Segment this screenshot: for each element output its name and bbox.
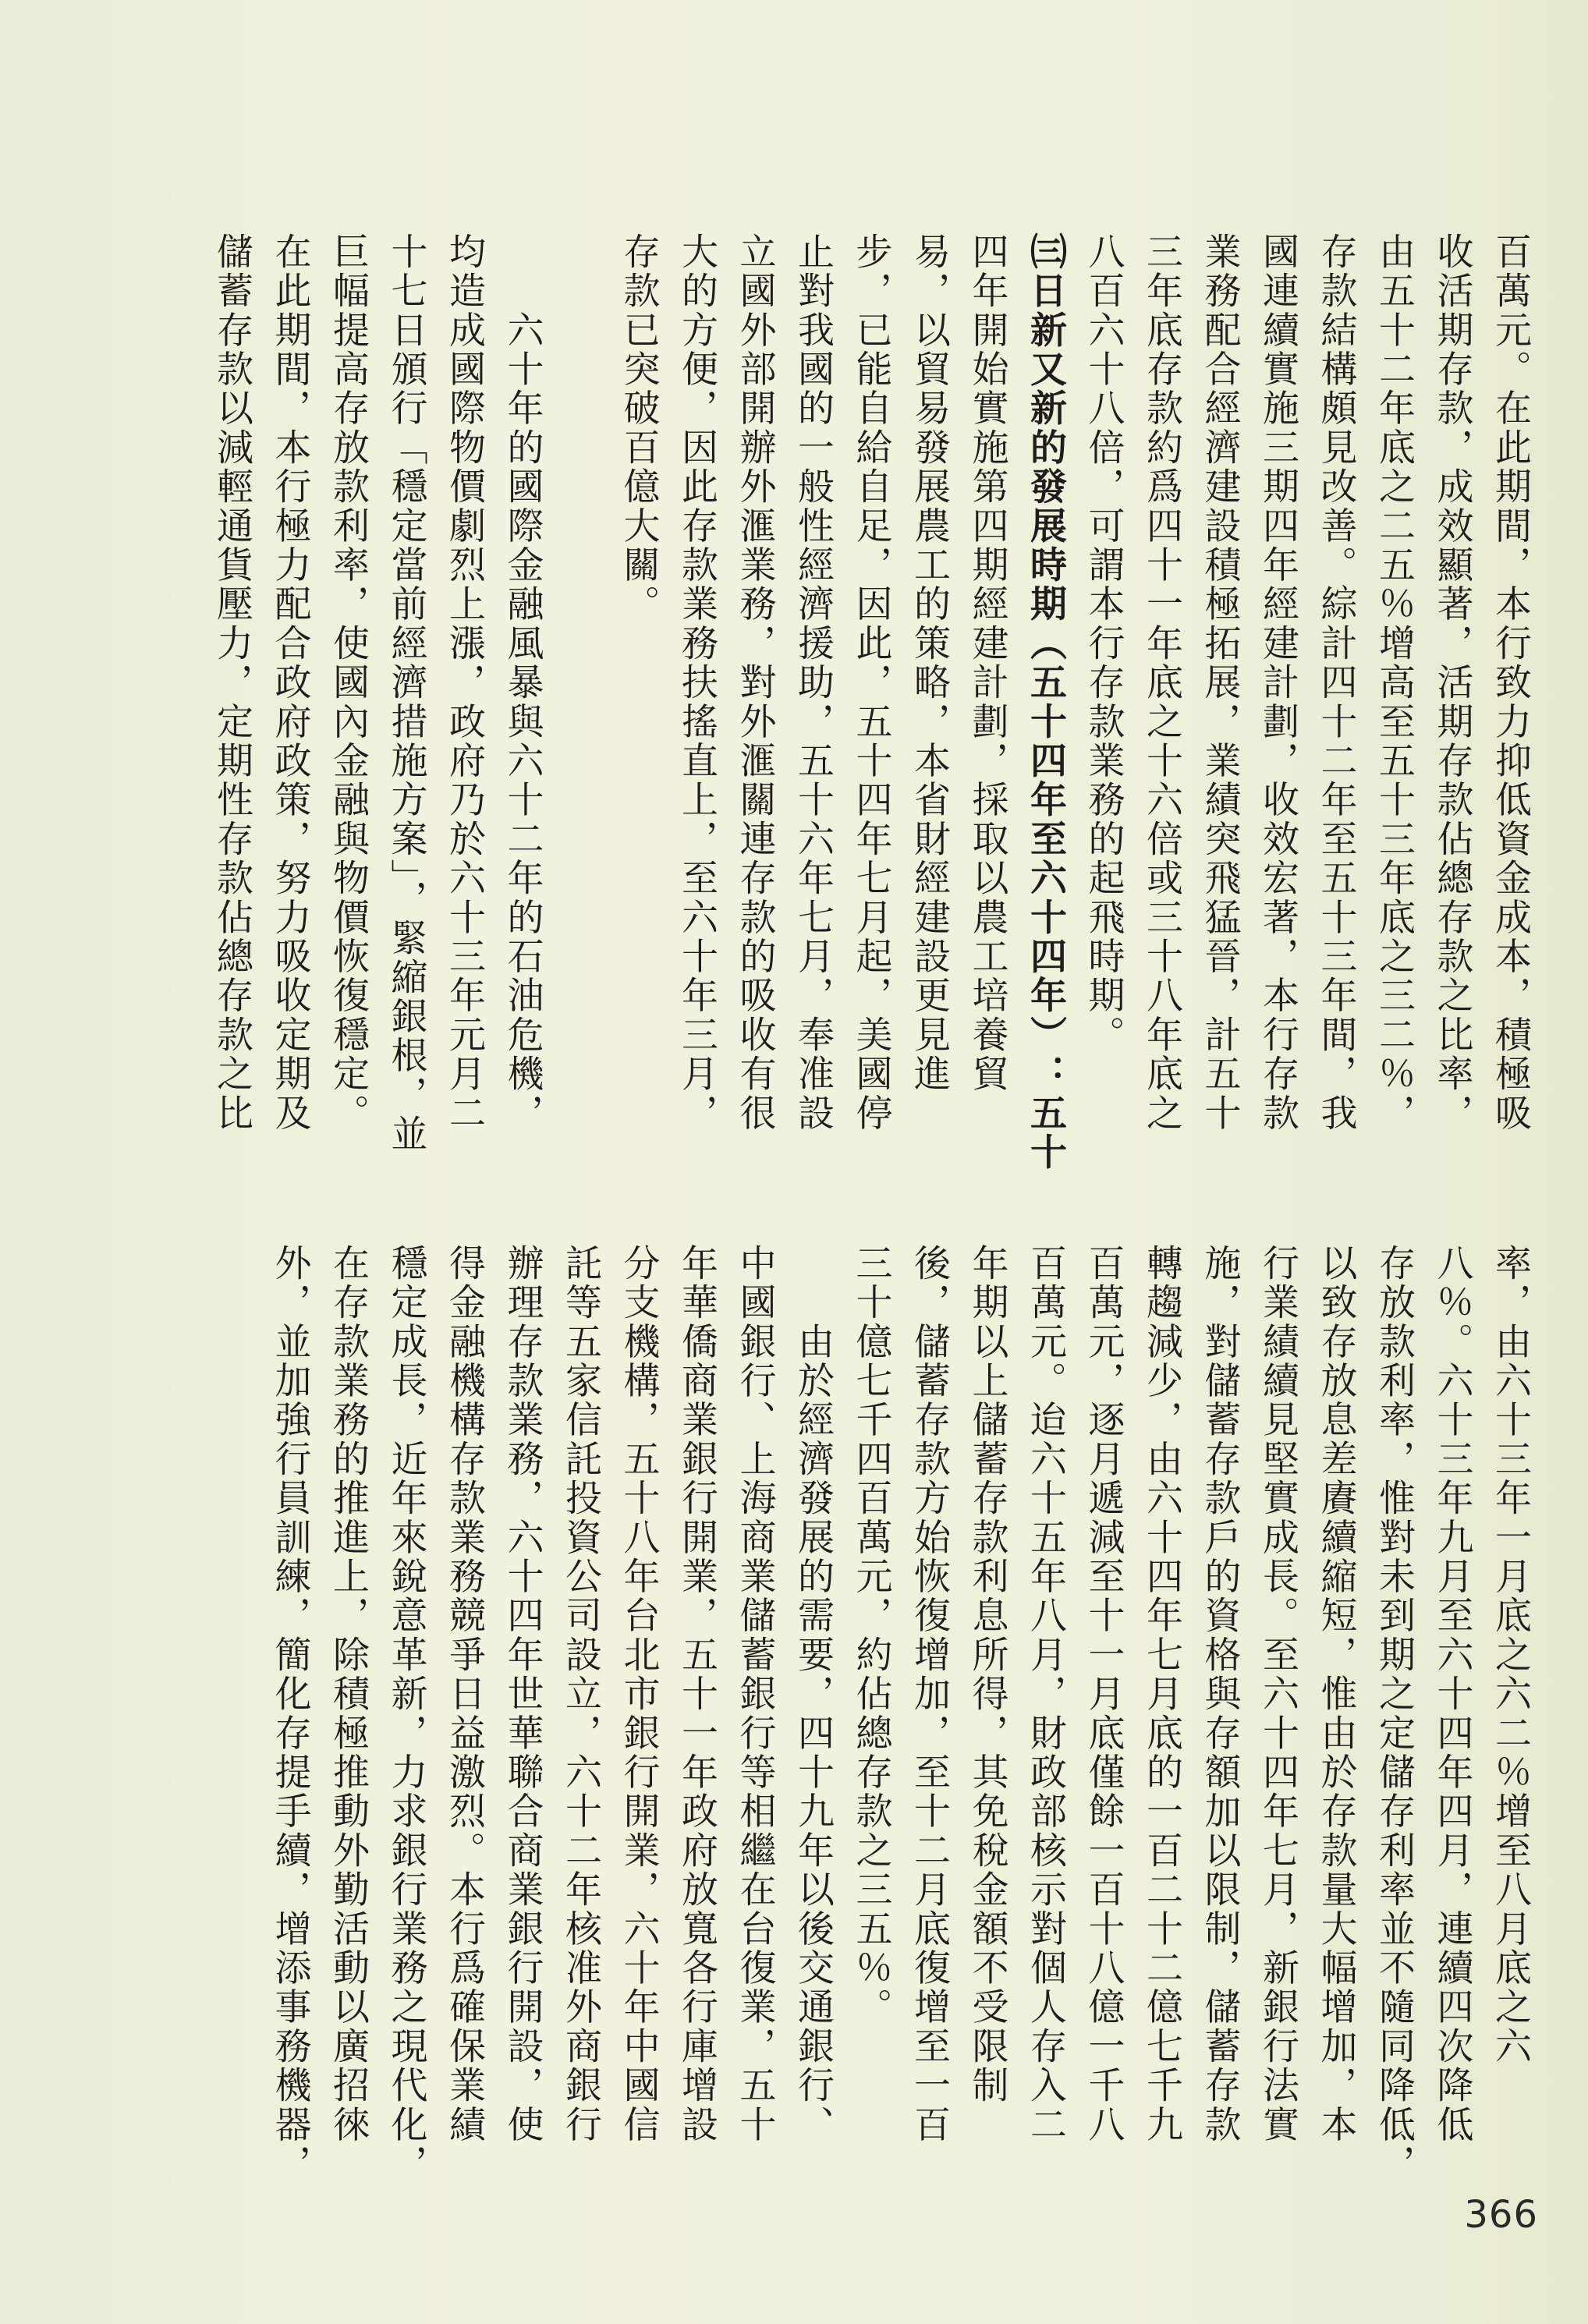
text-column: 中國銀行、上海商業儲蓄銀行等相繼在台復業，五十 [733, 1244, 777, 2145]
text-column: 立國外部開辦外滙業務，對外滙關連存款的吸收有很 [733, 232, 777, 1133]
text-block-upper [203, 232, 1540, 1172]
text-column [551, 232, 610, 1153]
text-column: 儲蓄存款以減輕通貨壓力，定期性存款佔總存款之比 [211, 232, 253, 1133]
text-column: 得金融機構存款業務競爭日益激烈。本行爲確保業績 [443, 1244, 486, 2145]
page-number: 366 [1464, 2193, 1538, 2237]
text-column: 業務配合經濟建設積極拓展，業績突飛猛晉，計五十 [1198, 232, 1242, 1133]
text-column: 步，已能自給自足，因此，五十四年七月起，美國停 [849, 232, 893, 1133]
text-column: 國連續實施三期四年經建計劃，收效宏著，本行存款 [1257, 232, 1299, 1133]
text-column: 外，並加強行員訓練，簡化存提手續，增添事務機器， [268, 1244, 312, 2184]
text-column: 百萬元。迨六十五年八月，財政部核示對個人存入二 [1024, 1244, 1067, 2145]
text-column: 率，由六十三年一月底之六二％增至八月底之六 [1489, 1244, 1532, 2067]
text-column: 行業績續見堅實成長。至六十四年七月，新銀行法實 [1257, 1244, 1299, 2145]
text-column: ㈢日新又新的發展時期（五十四年至六十四年）：五十 [1024, 232, 1067, 1172]
text-column: 由五十二年底之二五％增高至五十三年底之三二％， [1373, 232, 1416, 1133]
text-column: 穩定成長，近年來銳意革新，力求銀行業務之現代化， [385, 1244, 428, 2184]
text-block-lower [261, 1244, 1539, 2184]
text-column: 八％。六十三年九月至六十四年四月，連續四次降低 [1430, 1244, 1474, 2145]
text-column: 在此期間，本行極力配合政府政策，努力吸收定期及 [268, 232, 312, 1133]
text-column: 在存款業務的推進上，除積極推動外勤活動以廣招徠 [327, 1244, 370, 2145]
text-column: 存款已突破百億大關。 [617, 232, 661, 624]
text-column: 大的方便，因此存款業務扶搖直上，至六十年三月， [675, 232, 718, 1133]
text-column: 存款結構頗見改善。綜計四十二年至五十三年間，我 [1314, 232, 1358, 1133]
text-column: 巨幅提高存放款利率，使國內金融與物價恢復穩定。 [327, 232, 370, 1133]
text-column: 百萬元，逐月遞減至十一月底僅餘一百十八億一千八 [1082, 1244, 1125, 2145]
text-column: 年華僑商業銀行開業，五十一年政府放寬各行庫增設 [675, 1244, 718, 2145]
text-column: 四年開始實施第四期經建計劃，採取以農工培養貿 [966, 232, 1009, 1094]
text-column: 分支機構，五十八年台北市銀行開業，六十年中國信 [617, 1244, 661, 2145]
text-column: 十七日頒行「穩定當前經濟措施方案」，緊縮銀根，並 [385, 232, 428, 1154]
text-column: 年期以上儲蓄存款利息所得，其免稅金額不受限制 [966, 1244, 1009, 2106]
text-column: 由於經濟發展的需要，四十九年以後交通銀行、 [792, 1244, 835, 2145]
text-column: 託等五家信託投資公司設立，六十二年核准外商銀行 [559, 1244, 602, 2145]
text-column: 六十年的國際金融風暴與六十二年的石油危機， [501, 232, 544, 1133]
text-column: 八百六十八倍，可謂本行存款業務的起飛時期。 [1082, 232, 1125, 1055]
text-column: 止對我國的一般性經濟援助，五十六年七月，奉准設 [792, 232, 835, 1133]
text-column: 施，對儲蓄存款戶的資格與存額加以限制，儲蓄存款 [1198, 1244, 1242, 2145]
text-column: 收活期存款，成效顯著，活期存款佔總存款之比率， [1430, 232, 1474, 1133]
text-column: 百萬元。在此期間，本行致力抑低資金成本，積極吸 [1489, 232, 1532, 1133]
text-column: 後，儲蓄存款方始恢復增加，至十二月底復增至一百 [908, 1244, 951, 2145]
text-column: 均造成國際物價劇烈上漲，政府乃於六十三年元月二 [443, 232, 486, 1133]
text-column: 以致存放息差賡續縮短，惟由於存款量大幅增加，本 [1314, 1244, 1358, 2145]
text-column: 存放款利率，惟對未到期之定儲存利率並不隨同降低， [1373, 1244, 1416, 2184]
text-column: 三年底存款約爲四十一年底之十六倍或三十八年底之 [1140, 232, 1183, 1133]
text-column: 辦理存款業務，六十四年世華聯合商業銀行開設，使 [501, 1244, 544, 2145]
text-column: 轉趨減少，由六十四年七月底的一百二十二億七千九 [1140, 1244, 1183, 2145]
text-column: 三十億七千四百萬元，約佔總存款之三五％。 [849, 1244, 893, 2027]
text-column: 易，以貿易發展農工的策略，本省財經建設更見進 [908, 232, 951, 1094]
